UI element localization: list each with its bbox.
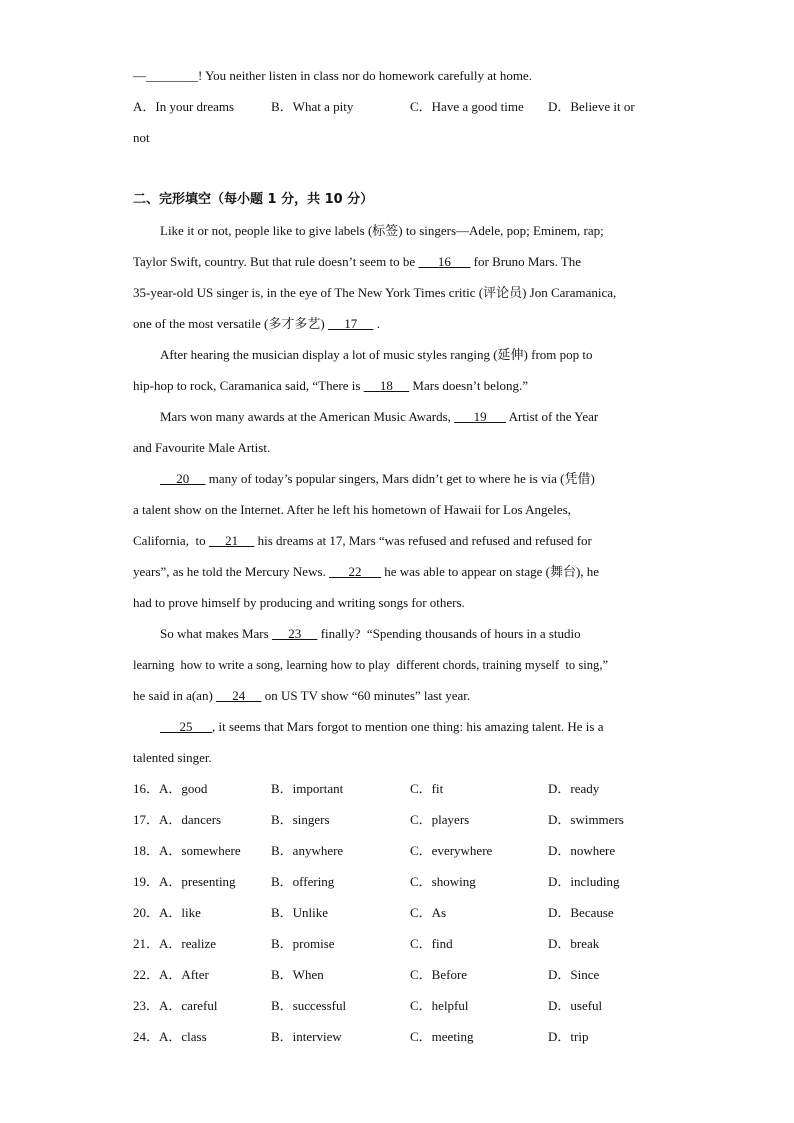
option-d: D．nowhere <box>548 843 616 858</box>
passage-line: 25 , it seems that Mars forgot to mention one thing: his amazing talent. He is a <box>160 719 604 734</box>
q15-option-b: B．What a pity <box>271 99 354 114</box>
question-row <box>133 934 661 965</box>
blank-17: 17 <box>327 316 374 331</box>
option-a: A．somewhere <box>159 843 241 858</box>
question-row <box>133 903 661 934</box>
option-c: C．Before <box>410 967 468 982</box>
option-b: B．interview <box>271 1029 342 1044</box>
option-b: B．anywhere <box>271 843 344 858</box>
blank-22: 22 <box>329 564 382 579</box>
passage-line: Mars won many awards at the American Music Awards, 19 Artist of the Year <box>160 409 599 424</box>
option-d: D．Because <box>548 905 614 920</box>
passage-line: 35-year-old US singer is, in the eye of The New York Times critic (评论员) Jon Caramanica, <box>133 285 617 300</box>
option-d: D．ready <box>548 781 600 796</box>
option-c: C．find <box>410 936 453 951</box>
blank-20: 20 <box>160 471 206 486</box>
passage-line: he said in a(an) 24 on US TV show “60 minutes” last year. <box>133 688 471 703</box>
option-a: A．careful <box>159 998 218 1013</box>
passage-line: hip-hop to rock, Caramanica said, “There is 18 Mars doesn’t belong.” <box>133 378 529 393</box>
option-d: D．Since <box>548 967 600 982</box>
blank-18: 18 <box>363 378 410 393</box>
question-row <box>133 841 661 872</box>
option-a: A．realize <box>159 936 217 951</box>
question-row <box>133 810 661 841</box>
question-number: 18． <box>133 843 160 858</box>
question-number: 22． <box>133 967 160 982</box>
option-b: B．offering <box>271 874 335 889</box>
exam-page <box>133 66 661 1058</box>
option-b: B．promise <box>271 936 335 951</box>
question-number: 17． <box>133 812 160 827</box>
option-b: B．successful <box>271 998 347 1013</box>
option-c: C．meeting <box>410 1029 474 1044</box>
question-list <box>133 779 661 1058</box>
option-b: B．important <box>271 781 344 796</box>
passage-line: Like it or not, people like to give labels (标签) to singers—Adele, pop; Eminem, rap; <box>160 223 604 238</box>
passage-line: one of the most versatile (多才多艺) 17 . <box>133 316 380 331</box>
question-row <box>133 779 661 810</box>
option-b: B．When <box>271 967 324 982</box>
passage-line: So what makes Mars 23 finally? “Spending thousands of hours in a studio <box>160 626 581 641</box>
passage-line: a talent show on the Internet. After he left his hometown of Hawaii for Los Angeles, <box>133 502 571 517</box>
option-c: C．As <box>410 905 447 920</box>
question-number: 21． <box>133 936 160 951</box>
option-c: C．everywhere <box>410 843 493 858</box>
option-a: A．class <box>159 1029 207 1044</box>
question-row <box>133 1027 661 1058</box>
blank-24: 24 <box>216 688 262 703</box>
option-a: A．dancers <box>159 812 222 827</box>
option-a: A．After <box>159 967 209 982</box>
question-number: 19． <box>133 874 160 889</box>
passage-line: Taylor Swift, country. But that rule doesn’t seem to be 16 for Bruno Mars. The <box>133 254 582 269</box>
question-number: 20． <box>133 905 160 920</box>
q15-option-d: D．Believe it or <box>548 99 635 114</box>
q15-option-c: C．Have a good time <box>410 99 524 114</box>
option-a: A．presenting <box>159 874 236 889</box>
question-row <box>133 872 661 903</box>
blank-21: 21 <box>208 533 255 548</box>
blank-23: 23 <box>271 626 318 641</box>
passage-line: years”, as he told the Mercury News. 22 he was able to appear on stage (舞台), he <box>133 564 600 579</box>
question-row <box>133 996 661 1027</box>
option-c: C．showing <box>410 874 476 889</box>
option-d: D．trip <box>548 1029 589 1044</box>
option-c: C．helpful <box>410 998 469 1013</box>
question-number: 16． <box>133 781 160 796</box>
option-d: D．including <box>548 874 620 889</box>
option-d: D．useful <box>548 998 603 1013</box>
blank-16: 16 <box>418 254 471 269</box>
q15-options <box>133 97 661 128</box>
q15-stem: —________! You neither listen in class nor do homework carefully at home. <box>133 68 532 83</box>
question-number: 23． <box>133 998 160 1013</box>
passage-line: had to prove himself by producing and writing songs for others. <box>133 595 465 610</box>
blank-25: 25 <box>160 719 212 734</box>
option-b: B．Unlike <box>271 905 329 920</box>
question-row <box>133 965 661 996</box>
passage-line: and Favourite Male Artist. <box>133 440 271 455</box>
blank-19: 19 <box>454 409 507 424</box>
question-number: 24． <box>133 1029 160 1044</box>
passage-line: After hearing the musician display a lot of music styles ranging (延伸) from pop to <box>160 347 593 362</box>
passage-line: California, to 21 his dreams at 17, Mars “was refused and refused and refused for <box>133 533 592 548</box>
option-d: D．swimmers <box>548 812 624 827</box>
option-a: A．like <box>159 905 201 920</box>
passage-line: talented singer. <box>133 750 212 765</box>
option-c: C．players <box>410 812 470 827</box>
section-heading: 二、完形填空（每小题 1 分，共 10 分） <box>133 192 374 207</box>
option-d: D．break <box>548 936 600 951</box>
option-b: B．singers <box>271 812 330 827</box>
q15-option-d-wrap: not <box>133 130 150 145</box>
q15-option-a: A．In your dreams <box>133 99 235 114</box>
passage-line: learning how to write a song, learning how to play different chords, training myself to sing,” <box>133 658 609 672</box>
option-c: C．fit <box>410 781 444 796</box>
option-a: A．good <box>159 781 208 796</box>
passage-line: 20 many of today’s popular singers, Mars didn’t get to where he is via (凭借) <box>160 471 595 486</box>
